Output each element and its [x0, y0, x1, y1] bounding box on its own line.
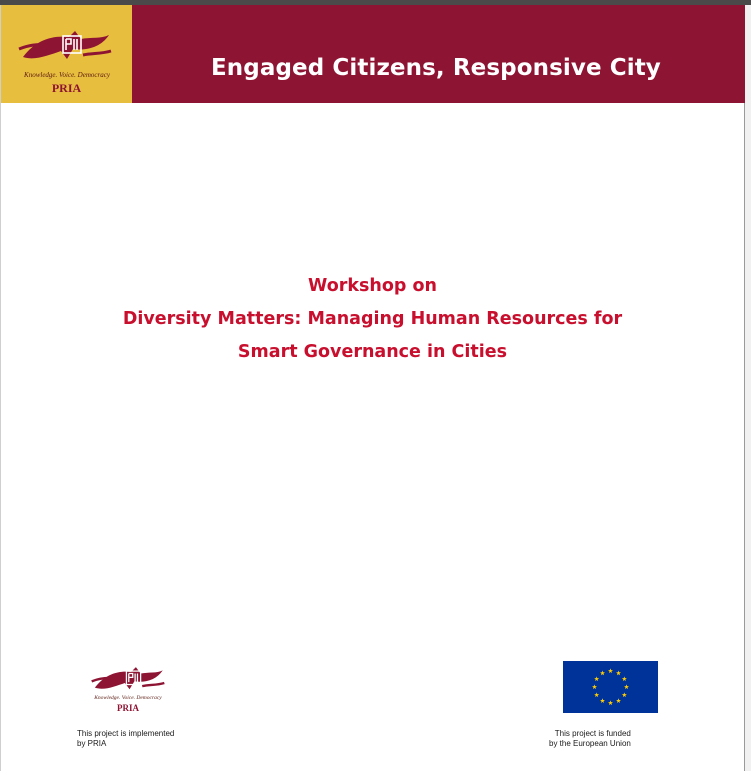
pria-logo-mark: [17, 27, 113, 65]
title-line: Workshop on: [308, 276, 437, 296]
funded-by-caption: [549, 729, 631, 749]
banner-title: Engaged Citizens, Responsive City: [211, 55, 661, 81]
caption-line: by the European Union: [549, 739, 631, 748]
document-title: [0, 270, 745, 369]
footer-pria-logo: [80, 660, 176, 720]
pria-logo: [1, 5, 132, 103]
page: [0, 5, 745, 771]
caption-line: This project is funded: [554, 729, 631, 738]
logo-name: PRIA: [51, 81, 82, 95]
title-line: Smart Governance in Cities: [237, 342, 508, 362]
logo-tagline: Knowledge. Voice. Democracy: [24, 71, 110, 79]
eu-flag-icon: [563, 661, 658, 713]
implemented-by-caption: [77, 729, 174, 749]
title-line: Diversity Matters: Managing Human Resources for: [122, 309, 623, 329]
caption-line: This project is implemented: [77, 729, 175, 738]
pria-logo-mark: [90, 664, 166, 694]
header-banner: [1, 5, 745, 103]
footer-logo-name: PRIA: [117, 703, 139, 713]
banner-title-area: [132, 5, 745, 103]
footer-logo-tagline: Knowledge. Voice. Democracy: [94, 695, 162, 701]
caption-line: by PRIA: [77, 739, 107, 748]
viewer-gutter: [745, 5, 751, 771]
